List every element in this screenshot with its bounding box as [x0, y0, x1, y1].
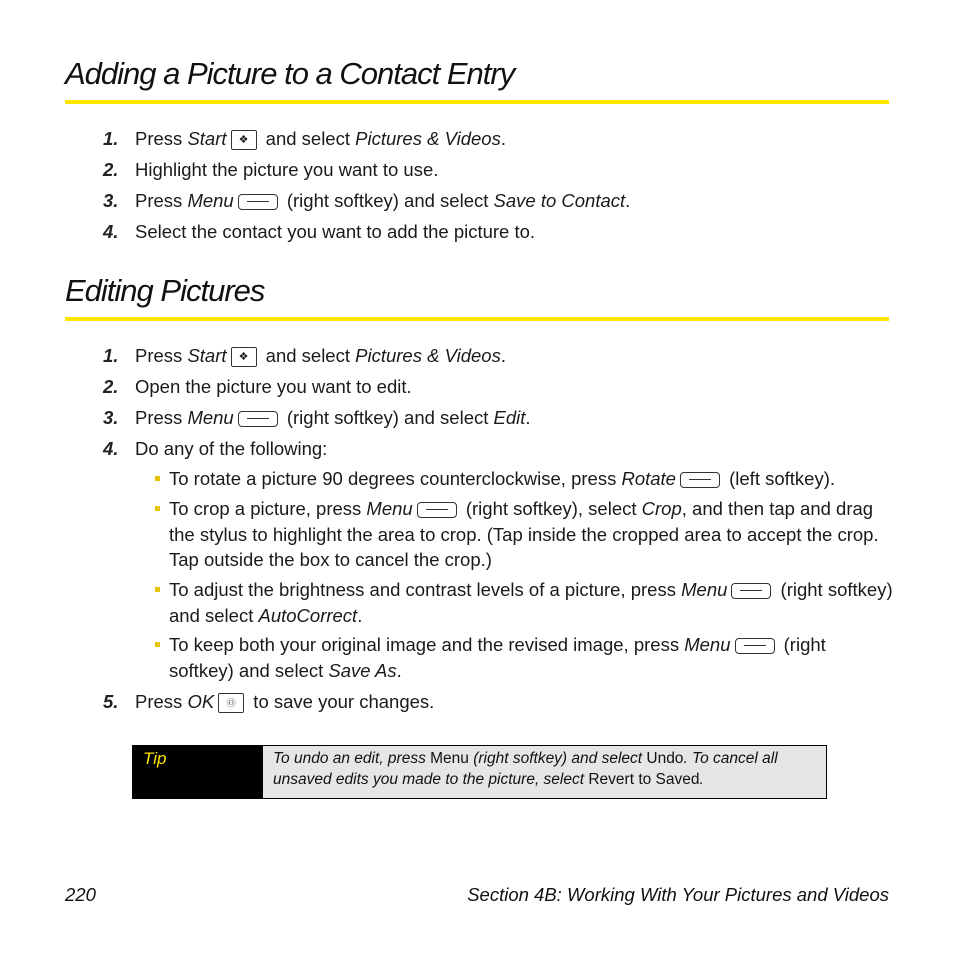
bullet-text: (right softkey), select: [460, 498, 642, 519]
start-label: Start: [187, 128, 227, 149]
tip-text: To undo an edit, press: [273, 750, 431, 767]
step-text: (right softkey) and select: [281, 407, 494, 428]
step-text: Highlight the picture you want to use.: [135, 159, 439, 180]
list-item: [155, 466, 895, 492]
step-text: Press: [135, 190, 188, 211]
bullet-text: (right softkey) and select: [169, 634, 826, 681]
step-item: [103, 375, 412, 399]
bullet-square-icon: [155, 476, 160, 481]
step-item: [103, 158, 438, 182]
step-text: .: [500, 128, 506, 149]
step-text: Press: [135, 128, 188, 149]
step-item: [103, 344, 506, 368]
ok-label: OK: [187, 691, 215, 712]
bullet-text: To rotate a picture 90 degrees counterclockwise, press: [169, 468, 622, 489]
pictures-videos-label: Pictures & Videos: [355, 128, 501, 149]
step-item: [103, 690, 434, 714]
revert-to-saved-label: Revert to Saved: [588, 771, 700, 788]
step-item: [103, 437, 327, 461]
softkey-icon: [680, 472, 720, 488]
ok-key-icon: Ⓞ: [218, 693, 244, 713]
page-number: 220: [65, 884, 96, 905]
list-item: [155, 496, 895, 573]
menu-label: Menu: [187, 407, 234, 428]
step-item: [103, 189, 630, 213]
step-text: and select: [260, 345, 356, 366]
pictures-videos-label: Pictures & Videos: [355, 345, 501, 366]
step-number: 1.: [103, 128, 119, 149]
list-item: [155, 577, 895, 628]
bullet-text: (left softkey).: [723, 468, 836, 489]
step-item: [103, 127, 506, 151]
step-text: .: [525, 407, 531, 428]
step-text: Open the picture you want to edit.: [135, 376, 412, 397]
step-text: .: [625, 190, 631, 211]
tip-text: . To cancel all unsaved edits you made to the picture, select: [273, 750, 778, 788]
step-number: 2.: [103, 159, 119, 180]
menu-label: Menu: [681, 579, 728, 600]
step-number: 4.: [103, 221, 119, 242]
bullet-text: , and then tap and drag the stylus to highlight the area to crop. (Tap inside the cropped area to accept the crop. Tap outside the box to cancel the crop.): [169, 498, 879, 570]
bullet-square-icon: [155, 587, 160, 592]
save-as-label: Save As: [328, 659, 397, 681]
step-number: 5.: [103, 691, 119, 712]
step-number: 1.: [103, 345, 119, 366]
step-number: 4.: [103, 438, 119, 459]
bullet-text: (right softkey) and select: [169, 579, 893, 626]
step-text: (right softkey) and select: [281, 190, 494, 211]
start-label: Start: [187, 345, 227, 366]
step-text: Do any of the following:: [135, 438, 328, 459]
step-text: .: [500, 345, 506, 366]
bullet-square-icon: [155, 642, 160, 647]
autocorrect-label: AutoCorrect: [258, 604, 358, 626]
tip-text: .: [699, 771, 704, 788]
section-title-editing-pictures: Editing Pictures: [65, 273, 265, 308]
softkey-icon: [417, 502, 457, 518]
bullet-text: .: [396, 659, 402, 681]
bullet-text: .: [357, 604, 363, 626]
undo-label: Undo: [646, 750, 684, 767]
step-item: [103, 406, 531, 430]
section-title-adding-picture: Adding a Picture to a Contact Entry: [65, 56, 515, 91]
bullet-text: To crop a picture, press: [169, 498, 367, 519]
save-to-contact-label: Save to Contact: [493, 190, 626, 211]
tip-box: [132, 745, 827, 799]
step-text: Select the contact you want to add the picture to.: [135, 221, 536, 242]
list-item: [155, 632, 895, 683]
step-number: 3.: [103, 407, 119, 428]
tip-label: Tip: [133, 746, 263, 798]
menu-label: Menu: [187, 190, 234, 211]
menu-label: Menu: [366, 498, 413, 519]
softkey-icon: [731, 583, 771, 599]
menu-label: Menu: [430, 750, 469, 767]
windows-start-key-icon: ❖: [231, 347, 257, 367]
step-item: [103, 220, 535, 244]
step-text: to save your changes.: [248, 691, 435, 712]
footer-section-title: Section 4B: Working With Your Pictures and Videos: [467, 884, 889, 905]
softkey-icon: [238, 194, 278, 210]
windows-start-key-icon: ❖: [231, 130, 257, 150]
menu-label: Menu: [684, 634, 731, 655]
bullet-text: To keep both your original image and the revised image, press: [169, 634, 685, 655]
bullet-text: To adjust the brightness and contrast levels of a picture, press: [169, 579, 682, 600]
rotate-label: Rotate: [621, 468, 676, 489]
softkey-icon: [735, 638, 775, 654]
section-rule: [65, 317, 889, 321]
step-text: and select: [260, 128, 356, 149]
crop-label: Crop: [641, 498, 682, 519]
tip-text: (right softkey) and select: [468, 750, 647, 767]
step-number: 3.: [103, 190, 119, 211]
bullet-square-icon: [155, 506, 160, 511]
step-number: 2.: [103, 376, 119, 397]
tip-body: [263, 746, 826, 798]
edit-label: Edit: [493, 407, 526, 428]
section-rule: [65, 100, 889, 104]
step-text: Press: [135, 407, 188, 428]
step-text: Press: [135, 691, 188, 712]
softkey-icon: [238, 411, 278, 427]
step-text: Press: [135, 345, 188, 366]
